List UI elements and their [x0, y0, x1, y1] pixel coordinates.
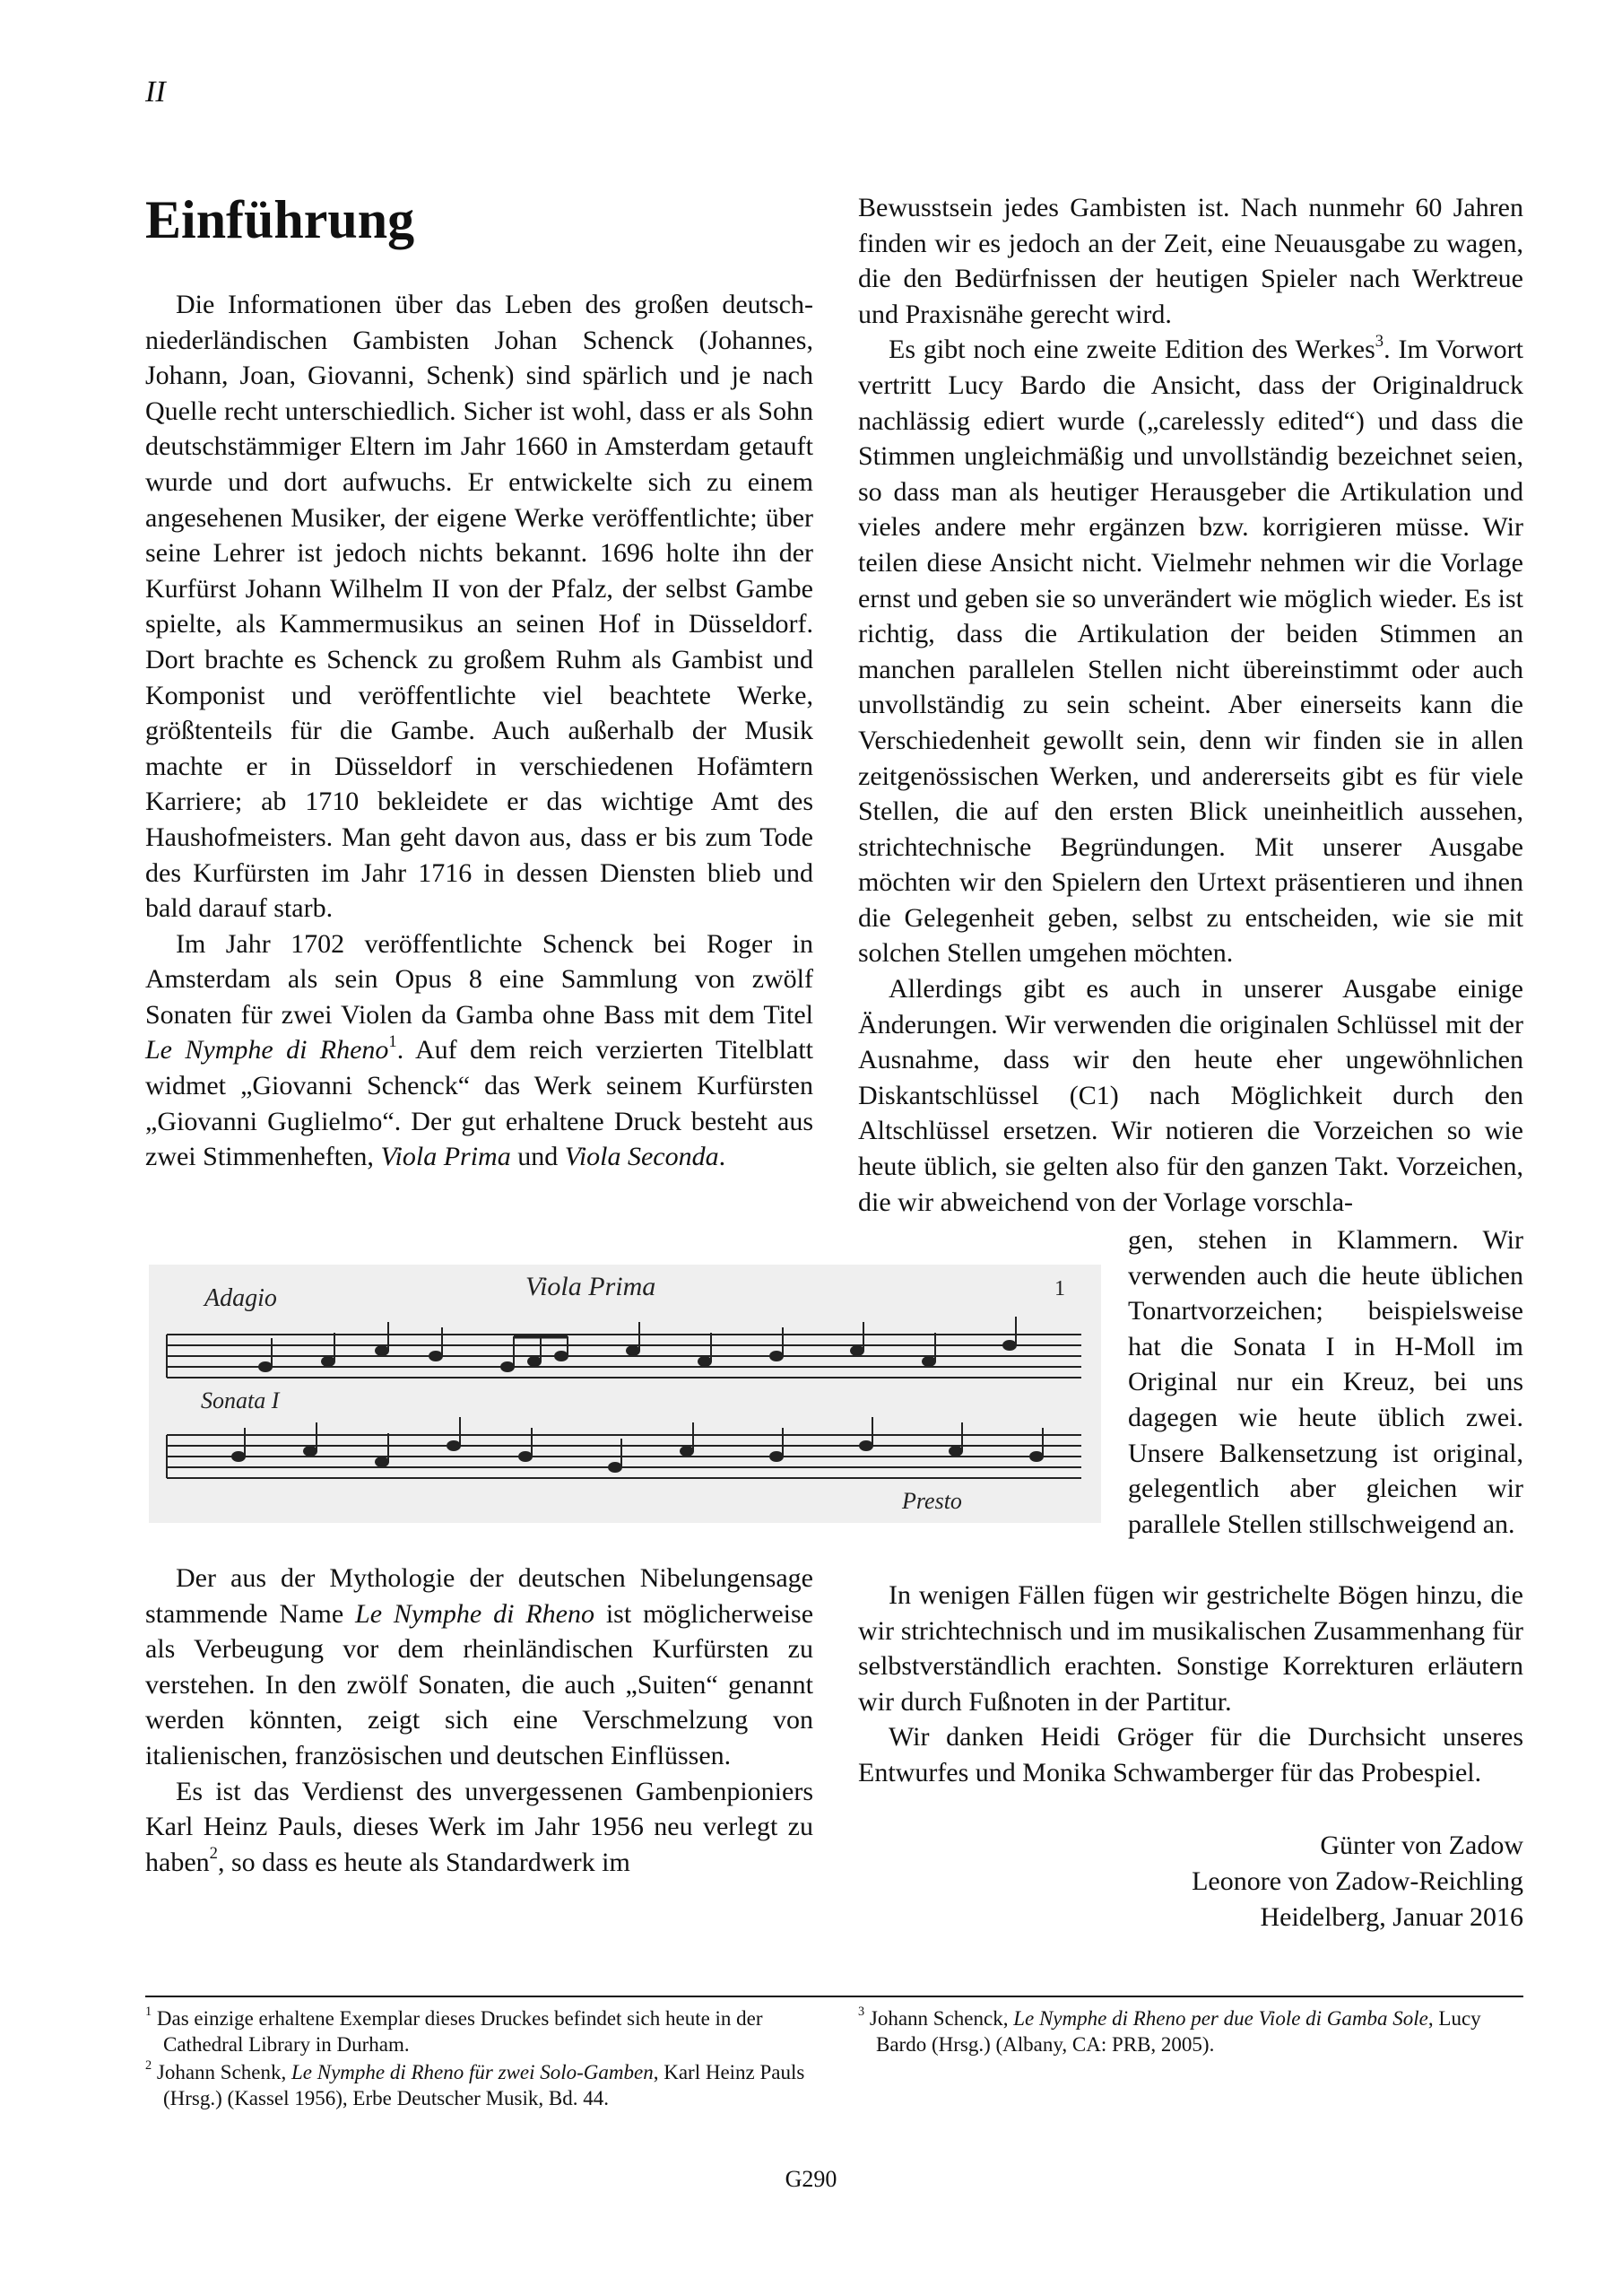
tempo-label: Adagio: [204, 1284, 277, 1312]
paragraph: Im Jahr 1702 veröffentlichte Schenck bei Roger in Amsterdam als sein Opus 8 eine Sammlung von zwölf Sonaten für zwei Violen da Gamba ohne Bass mit dem Titel Le Nymphe di Rheno$^1$. Auf dem reich verzierten Titelblatt widmet „Giovanni Schenck“ das Werk seinem Kurfürsten „Giovanni Guglielmo“. Der gut erhaltene Druck besteht aus zwei Stimmenheften, Viola Prima und Viola Seconda.: [145, 928, 814, 1172]
footnotes-right: [858, 2005, 1523, 2059]
paragraph: In wenigen Fällen fügen wir gestrichelte Bögen hinzu, die wir strichtechnisch und im musikalischen Zusammenhang für selbstverständlich erachten. Sonstige Korrekturen erläutern wir durch Fußnoten in der Partitur.: [858, 1580, 1523, 1717]
footnote-divider: [145, 1996, 1523, 1997]
music-notation: [149, 1265, 1101, 1523]
music-score-excerpt: [149, 1265, 1101, 1523]
signature-place-date: Heidelberg, Januar 2016: [1260, 1902, 1523, 1932]
right-column-wrap-text: gen, stehen in Klammern. Wir verwenden auch die heute üblichen Tonartvorzeichen; beispielsweise hat die Sonata I in H-Moll im Original nur ein Kreuz, bei uns dagegen wie heute üblich zwei. Unsere Balkensetzung ist original, gelegentlich aber gleichen wir parallele Stellen stillschweigend an.: [1128, 1225, 1523, 1539]
paragraph: Der aus der Mythologie der deutschen Nibelungensage stammende Name Le Nymphe di Rheno ist möglicherweise als Verbeugung vor dem rheinländischen Kurfürsten zu verstehen. In den zwölf Sonaten, die auch „Suiten“ genannt werden könnten, zeigt sich eine Verschmelzung von italienischen, französischen und deutschen Einflüssen.: [145, 1563, 814, 1770]
score-part-label: Viola Prima: [525, 1272, 656, 1301]
paragraph: Wir danken Heidi Gröger für die Durchsicht unseres Entwurfes und Monika Schwamberger für das Probespiel.: [858, 1722, 1523, 1787]
left-column-bottom: [145, 1561, 813, 1880]
paragraph: Bewusstsein jedes Gambisten ist. Nach nunmehr 60 Jahren finden wir es jedoch an der Zeit, eine Neuausgabe zu wagen, die den Bedürfnissen der heutigen Spieler nach Werktreue und Praxisnähe gerecht wird.: [858, 193, 1523, 329]
page-title: Einführung: [145, 190, 415, 249]
paragraph: Allerdings gibt es auch in unserer Ausgabe einige Änderungen. Wir verwenden die originalen Schlüssel mit der Ausnahme, dass wir den heute eher ungewöhnlichen Diskantschlüssel (C1) nach Möglichkeit durch den Altschlüssel ersetzen. Wir notieren die Vorzeichen so wie heute üblich, sie gelten also für den ganzen Takt. Vorzeichen, die wir abweichend von der Vorlage vorschla-: [858, 974, 1523, 1217]
page-number: II: [145, 75, 166, 109]
paragraph: Die Informationen über das Leben des großen deutsch-niederländischen Gambisten Johan Schenck (Johannes, Johann, Joan, Giovanni, Schenk) sind spärlich und je nach Quelle recht unterschiedlich. Sicher ist wohl, dass er als Sohn deutschstämmiger Eltern im Jahr 1660 in Amsterdam getauft wurde und dort aufwuchs. Er entwickelte sich zu einem angesehenen Musiker, der eigene Werke veröffentlichte; über seine Lehrer ist jedoch nichts bekannt. 1696 holte ihn der Kurfürst Johann Wilhelm II von der Pfalz, der selbst Gambe spielte, als Kammermusikus an seinen Hof in Düsseldorf. Dort brachte es Schenck zu großem Ruhm als Gambist und Komponist und veröffentlichte viel beachtete Werke, größtenteils für die Gambe. Auch außerhalb der Musik machte er in Düsseldorf in verschiedenen Hofämtern Karriere; ab 1710 bekleidete er das wichtige Amt des Haushofmeisters. Man geht davon aus, dass er bis zum Tode des Kurfürsten im Jahr 1716 in dessen Diensten blieb und bald darauf starb.: [145, 290, 813, 924]
signature-author-1: Günter von Zadow: [1320, 1831, 1523, 1860]
footnote-3: $^3$ Johann Schenck, Le Nymphe di Rheno per due Viole di Gamba Sole, Lucy Bardo (Hrsg.) (Albany, CA: PRB, 2005).: [858, 2005, 1481, 2056]
footnote-2: $^2$ Johann Schenk, Le Nymphe di Rheno für zwei Solo-Gamben, Karl Heinz Pauls (Hrsg.) (Kassel 1956), Erbe Deutscher Musik, Bd. 44.: [145, 2058, 805, 2109]
paragraph: Es gibt noch eine zweite Edition des Werkes$^3$. Im Vorwort vertritt Lucy Bardo die Ansicht, dass der Originaldruck nachlässig ediert wurde („carelessly edited“) und dass die Stimmen ungleichmäßig und unvollständig bezeichnet seien, so dass man als heutiger Herausgeber die Artikulation und vieles andere mehr ergänzen bzw. korrigieren müsse. Wir teilen diese Ansicht nicht. Vielmehr nehmen wir die Vorlage ernst und geben sie so unverändert wie möglich wieder. Es ist richtig, dass die Artikulation der beiden Stimmen an manchen parallelen Stellen nicht übereinstimmt oder auch unvollständig zu sein scheint. Aber einerseits kann die Verschiedenheit gewollt sein, denn wir finden sie in allen zeitgenössischen Werken, und andererseits gibt es für viele Stellen, die auf den ersten Blick uneinheitlich aussehen, strichtechnische Begründungen. Mit unserer Ausgabe möchten wir den Spielern den Urtext präsentieren und ihnen die Gelegenheit geben, selbst zu entscheiden, wie sie mit solchen Stellen umgehen möchten.: [858, 331, 1523, 969]
tempo-label-presto: Presto: [902, 1488, 962, 1514]
page-footer-code: G290: [785, 2166, 837, 2192]
signature-author-2: Leonore von Zadow-Reichling: [1192, 1866, 1523, 1896]
measure-number: 1: [1054, 1277, 1065, 1300]
signature-block: [1076, 1828, 1523, 1935]
footnotes-left: [145, 2005, 813, 2113]
right-column-bottom: [858, 1578, 1523, 1791]
right-column-top: [858, 190, 1523, 1220]
paragraph: Es ist das Verdienst des unvergessenen Gambenpioniers Karl Heinz Pauls, dieses Werk im Jahr 1956 neu verlegt zu haben$^2$, so dass es heute als Standardwerk im: [145, 1776, 813, 1877]
footnote-1: $^1$ Das einzige erhaltene Exemplar dieses Druckes befindet sich heute in der Cathedral Library in Durham.: [145, 2005, 763, 2056]
sonata-label: Sonata I: [201, 1387, 280, 1413]
left-column-top: [145, 287, 813, 1175]
